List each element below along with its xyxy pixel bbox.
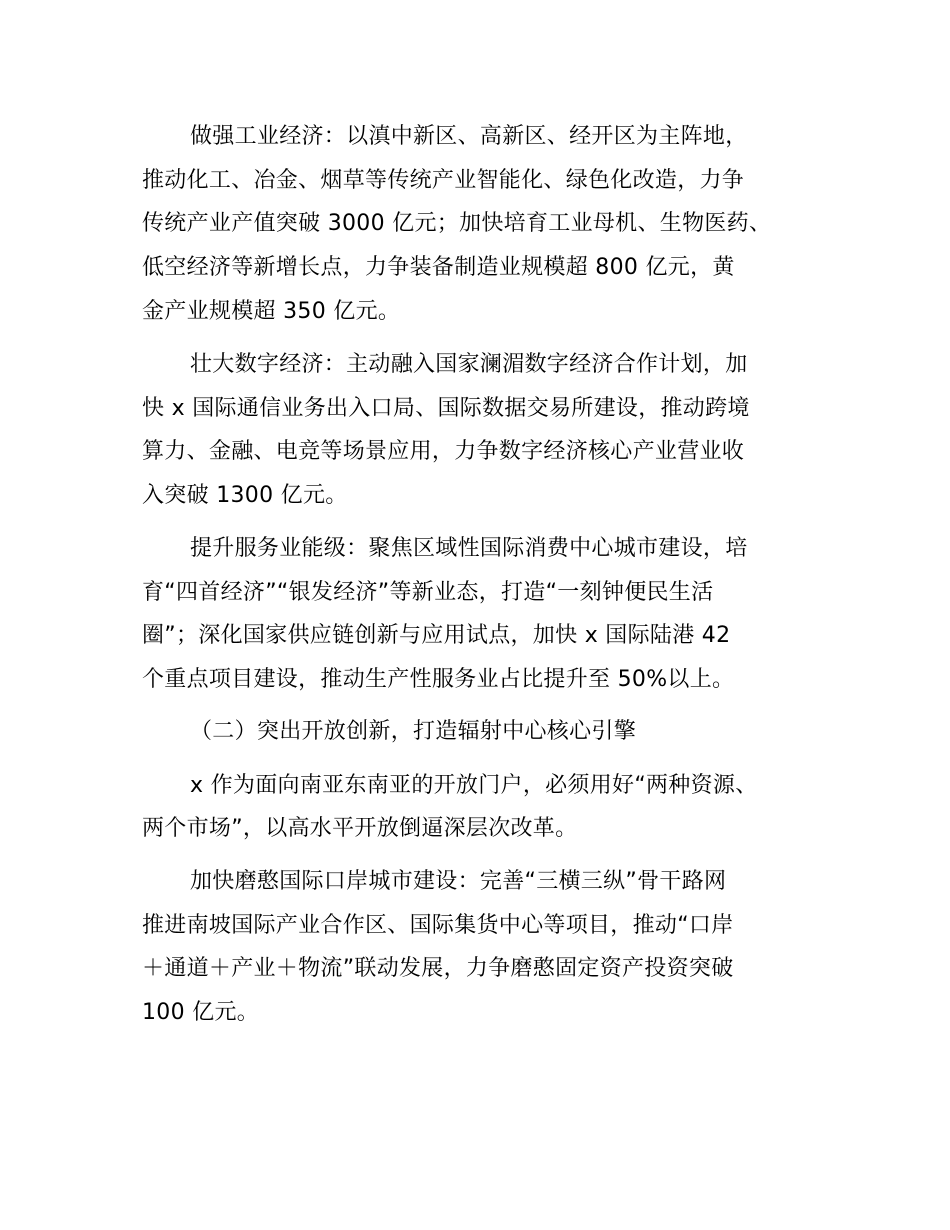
paragraph-mohan-line-4: 100 亿元。	[142, 1000, 260, 1025]
paragraph-mohan-line-3: ＋通道＋产业＋物流”联动发展，力争磨憨固定资产投资突破	[142, 956, 734, 981]
paragraph-digital-line-1: 壮大数字经济：主动融入国家澜湄数字经济合作计划，加	[190, 352, 748, 377]
paragraph-digital-line-2: 快 x 国际通信业务出入口局、国际数据交易所建设，推动跨境	[142, 396, 750, 421]
paragraph-industry-line-5: 金产业规模超 350 亿元。	[142, 299, 401, 324]
section-heading-two: （二）突出开放创新，打造辐射中心核心引擎	[190, 719, 637, 744]
paragraph-industry-line-4: 低空经济等新增长点，力争装备制造业规模超 800 亿元，黄	[142, 255, 735, 280]
paragraph-services-line-3: 圈”；深化国家供应链创新与应用试点，加快 x 国际陆港 42	[142, 623, 731, 648]
paragraph-services-line-2: 育“四首经济”“银发经济”等新业态，打造“一刻钟便民生活	[142, 580, 714, 605]
paragraph-digital-line-4: 入突破 1300 亿元。	[142, 483, 348, 508]
paragraph-mohan-line-2: 推进南坡国际产业合作区、国际集货中心等项目，推动“口岸	[142, 913, 734, 938]
paragraph-services-line-4: 个重点项目建设，推动生产性服务业占比提升至 50%以上。	[142, 667, 735, 692]
paragraph-industry-line-1: 做强工业经济：以滇中新区、高新区、经开区为主阵地，	[190, 124, 748, 149]
paragraph-mohan-line-1: 加快磨憨国际口岸城市建设：完善“三横三纵”骨干路网	[190, 869, 727, 894]
paragraph-industry-line-2: 推动化工、冶金、烟草等传统产业智能化、绿色化改造，力争	[142, 168, 745, 193]
paragraph-opening-line-1: x 作为面向南亚东南亚的开放门户，必须用好“两种资源、	[190, 773, 758, 798]
paragraph-digital-line-3: 算力、金融、电竞等场景应用，力争数字经济核心产业营业收	[142, 439, 745, 464]
paragraph-services-line-1: 提升服务业能级：聚焦区域性国际消费中心城市建设，培	[190, 536, 748, 561]
paragraph-opening-line-2: 两个市场”，以高水平开放倒逼深层次改革。	[142, 816, 578, 841]
paragraph-industry-line-3: 传统产业产值突破 3000 亿元；加快培育工业母机、生物医药、	[142, 211, 772, 236]
